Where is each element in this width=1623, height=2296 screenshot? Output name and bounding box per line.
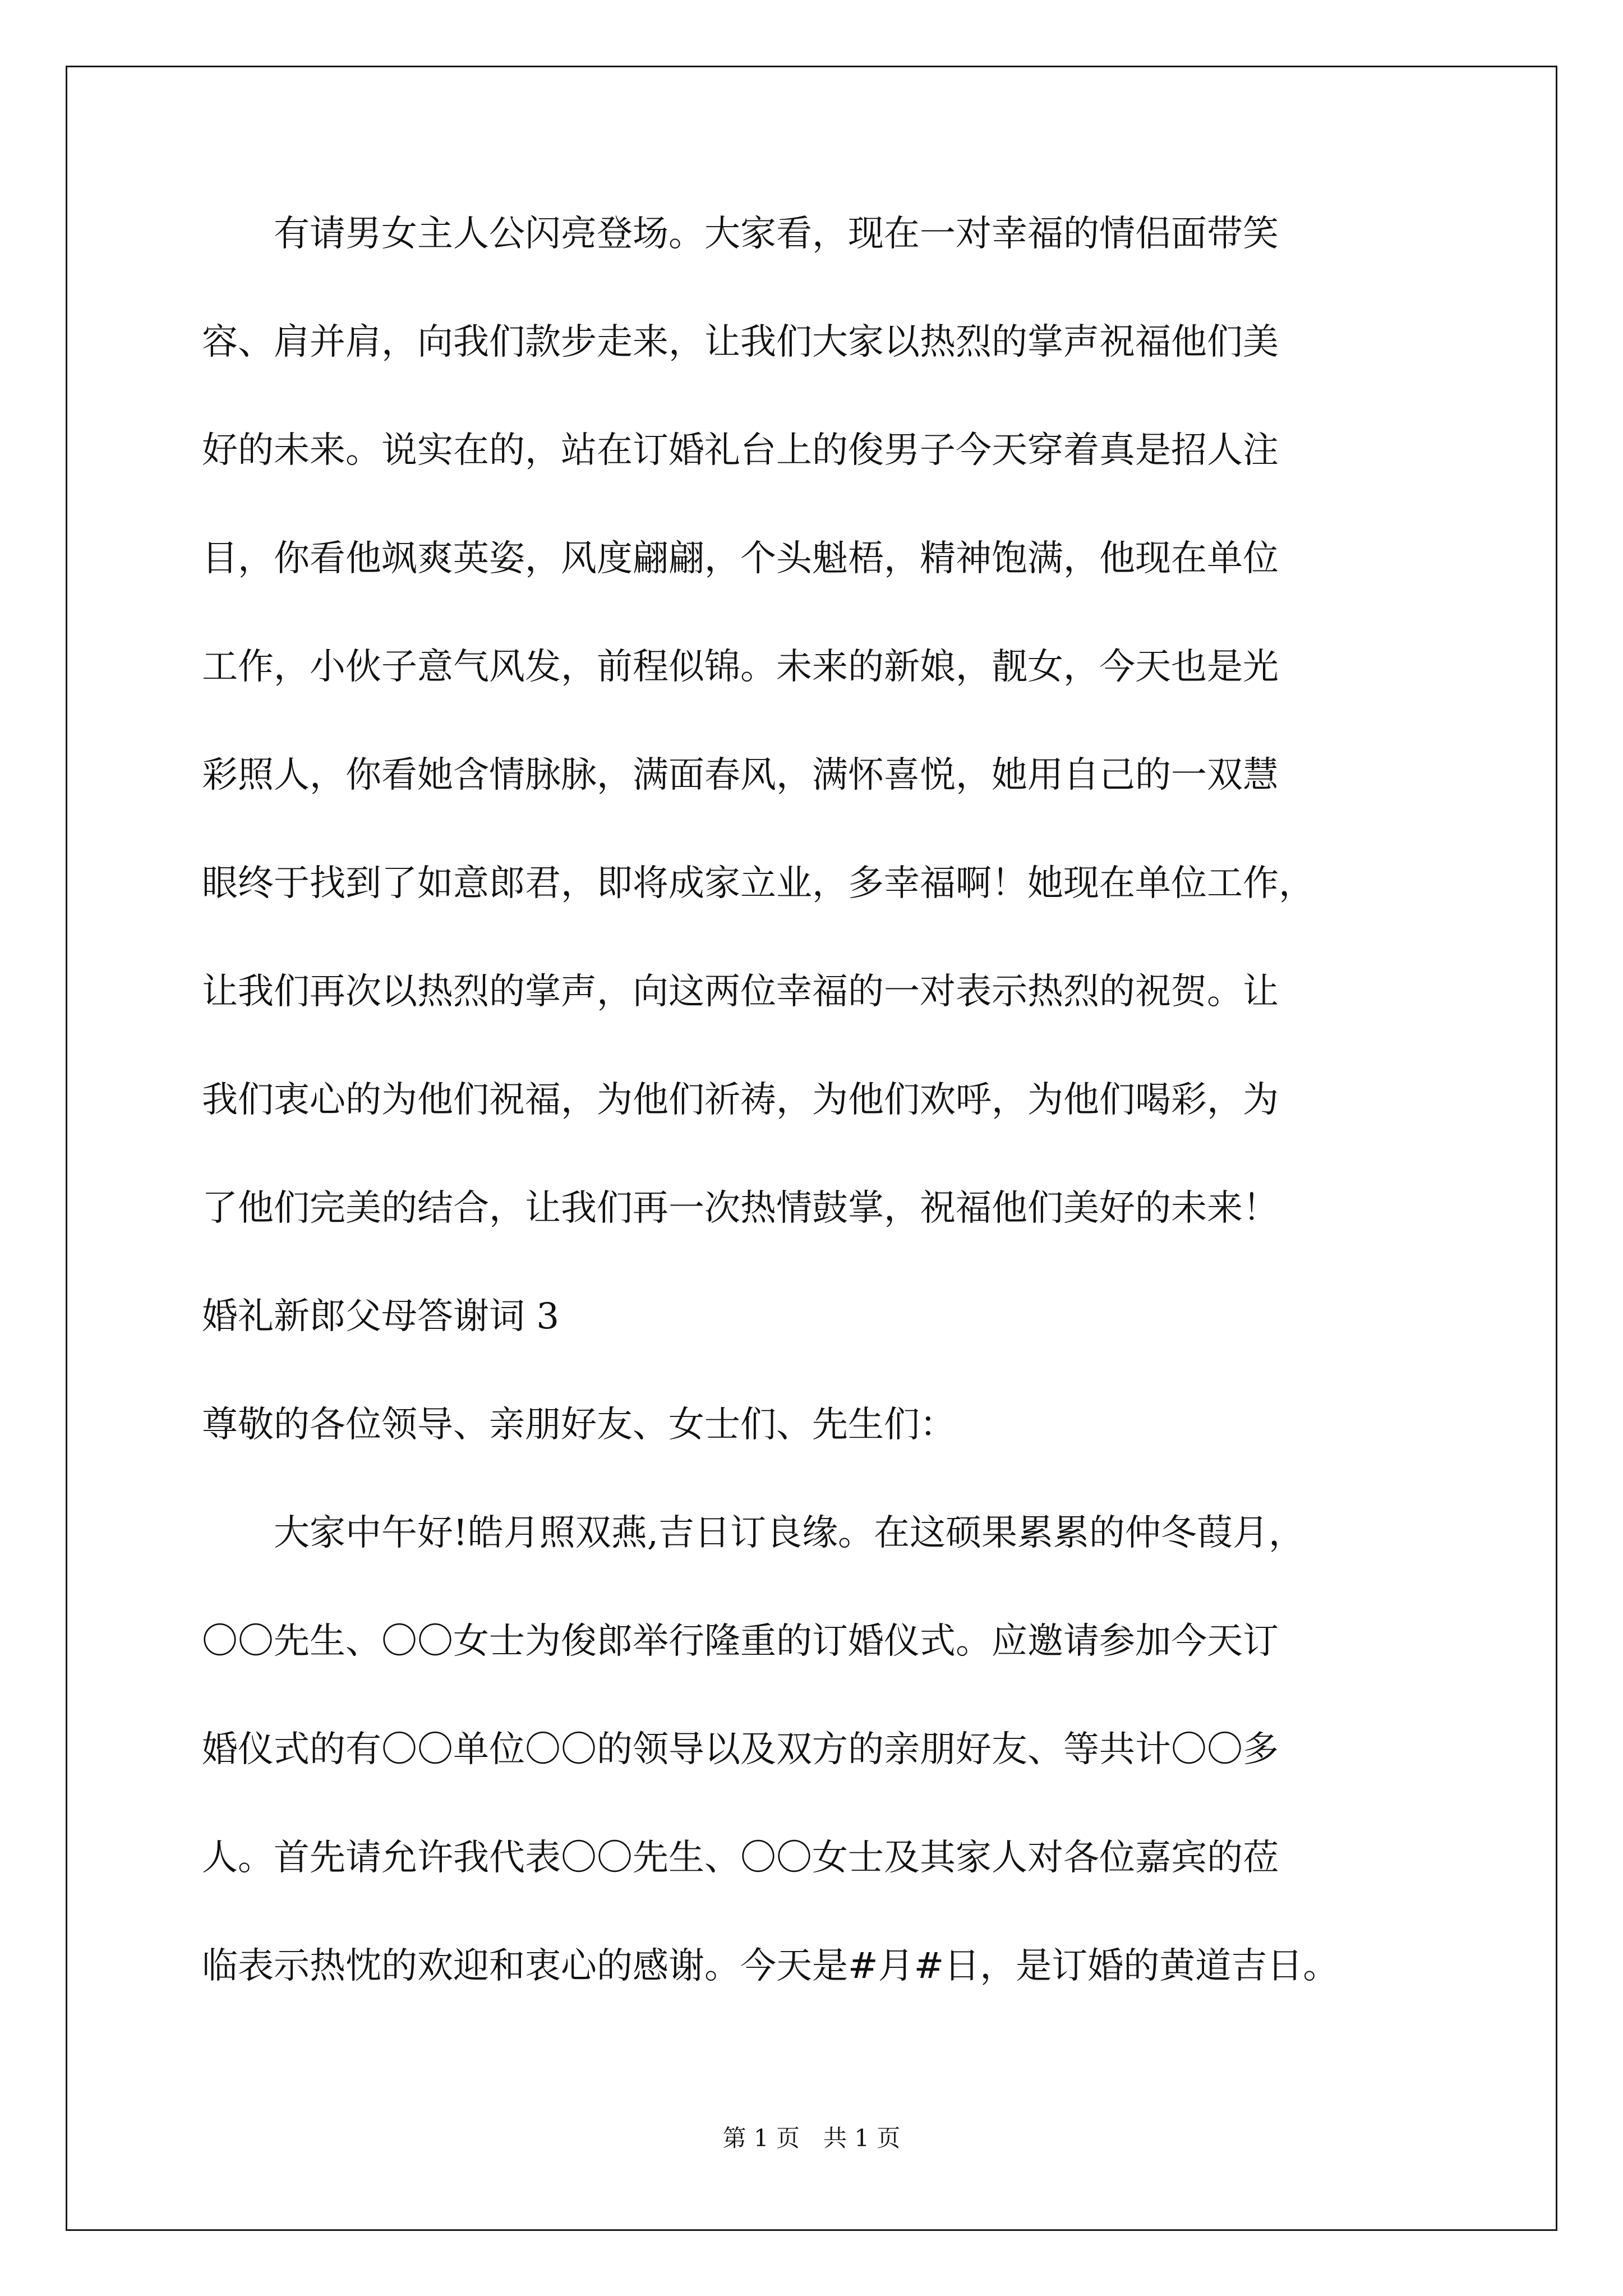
paragraph-line: 好的未来。说实在的，站在订婚礼台上的俊男子今天穿着真是招人注 bbox=[202, 430, 1279, 471]
section-heading: 婚礼新郎父母答谢词 3 bbox=[202, 1296, 560, 1337]
paragraph-line: 临表示热忱的欢迎和衷心的感谢。今天是#月#日，是订婚的黄道吉日。 bbox=[202, 1945, 1339, 1987]
paragraph-line: 容、肩并肩，向我们款步走来，让我们大家以热烈的掌声祝福他们美 bbox=[202, 321, 1279, 363]
paragraph-line: 大家中午好!皓月照双燕,吉日订良缘。在这硕果累累的仲冬葭月， bbox=[202, 1512, 1305, 1554]
paragraph-line: 有请男女主人公闪亮登场。大家看，现在一对幸福的情侣面带笑 bbox=[202, 213, 1279, 255]
salutation-line: 尊敬的各位领导、亲朋好友、女士们、先生们： bbox=[202, 1404, 956, 1446]
paragraph-line: 了他们完美的结合，让我们再一次热情鼓掌，祝福他们美好的未来！ bbox=[202, 1188, 1279, 1229]
page-border bbox=[66, 66, 1557, 2231]
paragraph-line: 目，你看他飒爽英姿，风度翩翩，个头魁梧，精神饱满，他现在单位 bbox=[202, 538, 1279, 579]
paragraph-line: 人。首先请允许我代表〇〇先生、〇〇女士及其家人对各位嘉宾的莅 bbox=[202, 1837, 1279, 1879]
paragraph-line: 彩照人，你看她含情脉脉，满面春风，满怀喜悦，她用自己的一双慧 bbox=[202, 754, 1279, 796]
paragraph-line: 让我们再次以热烈的掌声，向这两位幸福的一对表示热烈的祝贺。让 bbox=[202, 971, 1279, 1013]
paragraph-line: 工作，小伙子意气风发，前程似锦。未来的新娘，靓女，今天也是光 bbox=[202, 646, 1279, 688]
page-footer: 第 1 页 共 1 页 bbox=[722, 2124, 901, 2152]
paragraph-line: 眼终于找到了如意郎君，即将成家立业，多幸福啊！她现在单位工作， bbox=[202, 863, 1315, 904]
paragraph-line: 〇〇先生、〇〇女士为俊郎举行隆重的订婚仪式。应邀请参加今天订 bbox=[202, 1621, 1279, 1662]
paragraph-line: 我们衷心的为他们祝福，为他们祈祷，为他们欢呼，为他们喝彩，为 bbox=[202, 1079, 1279, 1121]
paragraph-line: 婚仪式的有〇〇单位〇〇的领导以及双方的亲朋好友、等共计〇〇多 bbox=[202, 1729, 1279, 1770]
